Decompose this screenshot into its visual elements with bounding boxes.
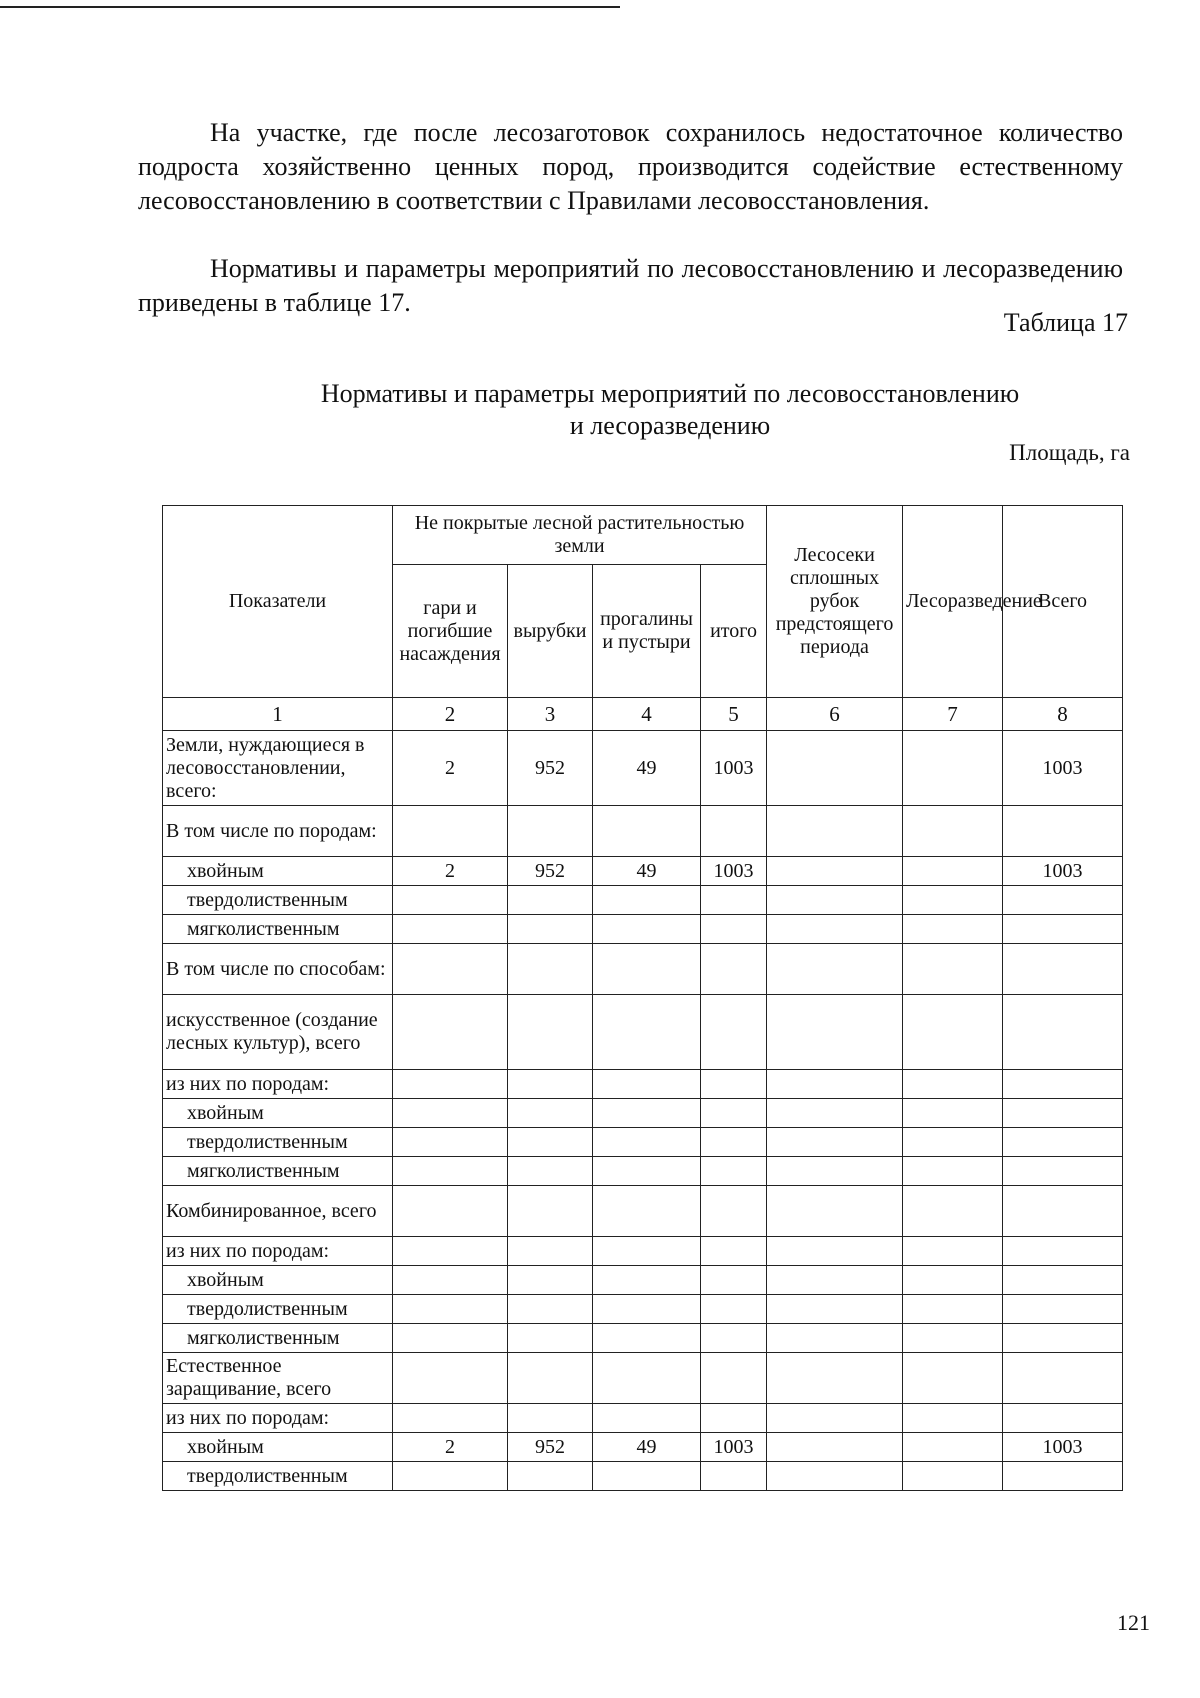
value-cell — [508, 1462, 593, 1491]
header-total: Всего — [1003, 506, 1123, 698]
value-cell — [701, 1128, 767, 1157]
value-cell — [767, 915, 903, 944]
value-cell — [593, 915, 701, 944]
value-cell — [767, 1404, 903, 1433]
value-cell — [393, 806, 508, 857]
value-cell — [393, 1353, 508, 1404]
value-cell — [593, 1099, 701, 1128]
value-cell — [393, 1099, 508, 1128]
value-cell — [508, 806, 593, 857]
value-cell — [903, 1128, 1003, 1157]
row-label: В том числе по способам: — [163, 944, 393, 995]
table-row — [163, 1070, 1123, 1099]
value-cell — [903, 1462, 1003, 1491]
value-cell — [767, 1353, 903, 1404]
header-glades: прогалины и пустыри — [593, 565, 701, 698]
value-cell — [1003, 915, 1123, 944]
value-cell — [701, 1266, 767, 1295]
row-label: Естественное заращивание, всего — [163, 1353, 393, 1404]
value-cell — [701, 944, 767, 995]
value-cell — [1003, 1295, 1123, 1324]
value-cell — [903, 1295, 1003, 1324]
value-cell — [767, 1157, 903, 1186]
value-cell: 49 — [593, 731, 701, 806]
value-cell — [1003, 1186, 1123, 1237]
value-cell — [701, 1462, 767, 1491]
value-cell — [593, 1462, 701, 1491]
row-label: хвойным — [163, 1099, 393, 1128]
value-cell — [701, 915, 767, 944]
value-cell — [701, 1353, 767, 1404]
measures-table — [162, 505, 1123, 1491]
value-cell — [593, 1157, 701, 1186]
value-cell — [508, 1404, 593, 1433]
value-cell — [508, 1353, 593, 1404]
value-cell: 1003 — [701, 857, 767, 886]
value-cell — [508, 1070, 593, 1099]
value-cell — [593, 1237, 701, 1266]
header-row-1 — [163, 506, 1123, 565]
table-row — [163, 731, 1123, 806]
value-cell: 1003 — [1003, 1433, 1123, 1462]
table-row — [163, 1099, 1123, 1128]
value-cell — [393, 886, 508, 915]
value-cell: 952 — [508, 857, 593, 886]
value-cell — [393, 1157, 508, 1186]
value-cell — [903, 1404, 1003, 1433]
row-label: из них по породам: — [163, 1070, 393, 1099]
value-cell — [508, 1186, 593, 1237]
column-number: 4 — [593, 698, 701, 731]
value-cell — [903, 1186, 1003, 1237]
table-title-line-1: Нормативы и параметры мероприятий по лесовосстановлению — [320, 379, 1020, 408]
table-row — [163, 915, 1123, 944]
value-cell — [1003, 1128, 1123, 1157]
value-cell — [903, 857, 1003, 886]
row-label: Земли, нуждающиеся в лесовосстановлении, всего: — [163, 731, 393, 806]
value-cell — [903, 995, 1003, 1070]
row-label: хвойным — [163, 1433, 393, 1462]
table-row — [163, 1324, 1123, 1353]
value-cell: 49 — [593, 857, 701, 886]
value-cell — [903, 1070, 1003, 1099]
value-cell — [393, 995, 508, 1070]
table-row — [163, 1462, 1123, 1491]
column-number-row — [163, 698, 1123, 731]
scan-top-line — [0, 6, 620, 8]
row-label: из них по породам: — [163, 1404, 393, 1433]
value-cell — [701, 806, 767, 857]
table-row — [163, 1433, 1123, 1462]
value-cell — [701, 1099, 767, 1128]
value-cell — [1003, 1353, 1123, 1404]
value-cell — [1003, 1404, 1123, 1433]
value-cell — [903, 806, 1003, 857]
value-cell — [1003, 944, 1123, 995]
header-afforestation: Лесоразведение — [903, 506, 1003, 698]
value-cell: 952 — [508, 1433, 593, 1462]
value-cell — [508, 1237, 593, 1266]
value-cell — [508, 1324, 593, 1353]
table-row — [163, 806, 1123, 857]
row-label: хвойным — [163, 1266, 393, 1295]
value-cell — [1003, 806, 1123, 857]
value-cell — [593, 806, 701, 857]
value-cell — [593, 944, 701, 995]
value-cell — [701, 1324, 767, 1353]
header-burnt: гари и погибшие насаждения — [393, 565, 508, 698]
value-cell: 1003 — [1003, 857, 1123, 886]
column-number: 7 — [903, 698, 1003, 731]
value-cell — [393, 1295, 508, 1324]
value-cell: 2 — [393, 857, 508, 886]
table-row — [163, 1404, 1123, 1433]
table-row — [163, 1353, 1123, 1404]
header-cutting-areas: Лесосеки сплошных рубок предстоящего периода — [767, 506, 903, 698]
value-cell — [508, 995, 593, 1070]
value-cell — [767, 995, 903, 1070]
value-cell — [593, 1128, 701, 1157]
row-label: твердолиственным — [163, 1128, 393, 1157]
value-cell — [1003, 1070, 1123, 1099]
value-cell — [767, 806, 903, 857]
paragraph-1: На участке, где после лесозаготовок сохранилось недостаточное количество подроста хозяйственно ценных пород, производится содействие естественному лесовосстановлению в соответствии с Правилами лесовосстановления. — [138, 118, 1123, 215]
value-cell — [701, 1186, 767, 1237]
value-cell: 2 — [393, 1433, 508, 1462]
value-cell — [701, 1237, 767, 1266]
value-cell — [1003, 1462, 1123, 1491]
value-cell — [767, 1462, 903, 1491]
value-cell — [508, 915, 593, 944]
value-cell: 1003 — [701, 1433, 767, 1462]
value-cell — [767, 1237, 903, 1266]
value-cell — [767, 1128, 903, 1157]
value-cell — [767, 886, 903, 915]
value-cell — [393, 944, 508, 995]
value-cell — [508, 1295, 593, 1324]
table-title — [250, 378, 1090, 442]
value-cell — [508, 1157, 593, 1186]
value-cell — [593, 1295, 701, 1324]
value-cell — [903, 1353, 1003, 1404]
value-cell — [393, 1070, 508, 1099]
header-uncovered-lands: Не покрытые лесной растительностью земли — [393, 506, 767, 565]
value-cell — [903, 1433, 1003, 1462]
value-cell — [701, 886, 767, 915]
value-cell — [1003, 1237, 1123, 1266]
column-number: 6 — [767, 698, 903, 731]
value-cell — [593, 886, 701, 915]
column-number: 5 — [701, 698, 767, 731]
value-cell — [593, 1186, 701, 1237]
header-subtotal: итого — [701, 565, 767, 698]
table-row — [163, 1157, 1123, 1186]
row-label: искусственное (создание лесных культур), всего — [163, 995, 393, 1070]
table-row — [163, 1128, 1123, 1157]
table-row — [163, 857, 1123, 886]
value-cell — [903, 944, 1003, 995]
value-cell — [903, 1324, 1003, 1353]
value-cell — [1003, 1266, 1123, 1295]
value-cell — [903, 1099, 1003, 1128]
value-cell — [767, 1070, 903, 1099]
column-number: 1 — [163, 698, 393, 731]
value-cell — [393, 1186, 508, 1237]
value-cell — [767, 1324, 903, 1353]
table-row — [163, 1237, 1123, 1266]
value-cell: 1003 — [1003, 731, 1123, 806]
row-label: мягколиственным — [163, 1324, 393, 1353]
value-cell — [903, 915, 1003, 944]
value-cell — [508, 1128, 593, 1157]
value-cell — [508, 886, 593, 915]
value-cell: 49 — [593, 1433, 701, 1462]
value-cell — [701, 1404, 767, 1433]
value-cell — [1003, 995, 1123, 1070]
value-cell — [767, 1266, 903, 1295]
table-body — [163, 731, 1123, 1491]
table-row — [163, 1186, 1123, 1237]
value-cell — [903, 1157, 1003, 1186]
table-title-line-2: и лесоразведению — [569, 411, 771, 440]
row-label: мягколиственным — [163, 1157, 393, 1186]
value-cell — [767, 731, 903, 806]
header-indicators: Показатели — [163, 506, 393, 698]
row-label: твердолиственным — [163, 1295, 393, 1324]
value-cell — [1003, 1099, 1123, 1128]
value-cell — [1003, 1157, 1123, 1186]
value-cell — [701, 1070, 767, 1099]
row-label: твердолиственным — [163, 1462, 393, 1491]
value-cell — [767, 1099, 903, 1128]
value-cell — [393, 1266, 508, 1295]
row-label: из них по породам: — [163, 1237, 393, 1266]
value-cell — [903, 1237, 1003, 1266]
value-cell: 1003 — [701, 731, 767, 806]
row-label: В том числе по породам: — [163, 806, 393, 857]
column-number: 2 — [393, 698, 508, 731]
value-cell — [508, 1099, 593, 1128]
row-label: хвойным — [163, 857, 393, 886]
table-row — [163, 886, 1123, 915]
value-cell — [593, 1404, 701, 1433]
value-cell — [1003, 1324, 1123, 1353]
column-number: 3 — [508, 698, 593, 731]
table-row — [163, 944, 1123, 995]
unit-label: Площадь, га — [1009, 440, 1130, 465]
value-cell — [508, 944, 593, 995]
table-reference: Таблица 17 — [1003, 308, 1128, 337]
row-label: мягколиственным — [163, 915, 393, 944]
value-cell — [393, 1462, 508, 1491]
value-cell — [767, 944, 903, 995]
value-cell — [593, 1353, 701, 1404]
value-cell — [393, 1324, 508, 1353]
row-label: Комбинированное, всего — [163, 1186, 393, 1237]
value-cell — [701, 1157, 767, 1186]
value-cell — [508, 1266, 593, 1295]
value-cell: 952 — [508, 731, 593, 806]
paragraph-2: Нормативы и параметры мероприятий по лесовосстановлению и лесоразведению приведены в таблице 17. — [138, 254, 1123, 317]
value-cell — [593, 995, 701, 1070]
page-number: 121 — [1117, 1610, 1150, 1635]
value-cell: 2 — [393, 731, 508, 806]
value-cell — [903, 731, 1003, 806]
value-cell — [701, 995, 767, 1070]
value-cell — [393, 1237, 508, 1266]
value-cell — [393, 915, 508, 944]
header-clearings: вырубки — [508, 565, 593, 698]
row-label: твердолиственным — [163, 886, 393, 915]
value-cell — [701, 1295, 767, 1324]
value-cell — [393, 1128, 508, 1157]
table-row — [163, 1266, 1123, 1295]
value-cell — [593, 1324, 701, 1353]
table-row — [163, 1295, 1123, 1324]
value-cell — [903, 886, 1003, 915]
value-cell — [1003, 886, 1123, 915]
value-cell — [393, 1404, 508, 1433]
value-cell — [903, 1266, 1003, 1295]
value-cell — [767, 1295, 903, 1324]
value-cell — [593, 1266, 701, 1295]
value-cell — [767, 857, 903, 886]
value-cell — [767, 1186, 903, 1237]
value-cell — [767, 1433, 903, 1462]
column-number: 8 — [1003, 698, 1123, 731]
table-row — [163, 995, 1123, 1070]
value-cell — [593, 1070, 701, 1099]
